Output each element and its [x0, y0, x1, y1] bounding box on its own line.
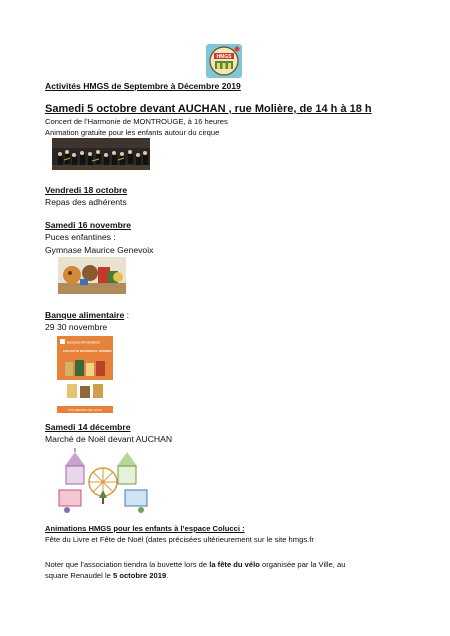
event4-line1: 29 30 novembre [45, 322, 108, 332]
food-bank-poster [57, 336, 113, 416]
event3-line2: Gymnase Maurice Genevoix [45, 245, 154, 255]
event1-line2: Animation gratuite pour les enfants autour du cirque [45, 128, 220, 137]
event5-heading: Samedi 14 décembre [45, 422, 131, 432]
event5-line1: Marché de Noël devant AUCHAN [45, 434, 173, 444]
event2-heading: Vendredi 18 octobre [45, 185, 128, 195]
christmas-market-illustration [55, 446, 153, 514]
footer-heading: Animations HMGS pour les enfants à l’espace Colucci : [45, 524, 245, 533]
event4-heading-line [45, 310, 129, 321]
note-part-a: Noter que l’association tiendra la buvette lors de [45, 560, 210, 569]
note-part-e: 5 octobre 2019 [112, 571, 167, 580]
note-part-c: organisée par la Ville, au [259, 560, 346, 569]
event4-heading: Banque alimentaire [45, 310, 125, 320]
note-part-b: la fête du vélo [209, 560, 260, 569]
poster-footer: ON A BESOIN DE VOUS [68, 408, 102, 412]
event1-heading: Samedi 5 octobre devant AUCHAN , rue Molière, de 14 h à 18 h [45, 103, 372, 115]
event2-line1: Repas des adhérents [45, 197, 127, 207]
event3-heading: Samedi 16 novembre [45, 220, 131, 230]
event3-line1: Puces enfantines : [45, 232, 116, 242]
note-part-d: square Renaudel le [45, 571, 113, 580]
orchestra-photo [52, 138, 150, 170]
poster-brand: Banques Alimentaires [67, 340, 100, 345]
hmgs-logo [206, 44, 242, 78]
footer-note-line2 [45, 571, 168, 581]
page-title: Activités HMGS de Septembre à Décembre 2019 [45, 81, 241, 91]
note-part-f: . [166, 571, 169, 580]
event4-heading-suffix: : [124, 310, 130, 320]
toys-photo [58, 257, 126, 294]
footer-note-line1 [45, 560, 345, 570]
event1-line1: Concert de l’Harmonie de MONTROUGE, à 16 heures [45, 117, 228, 126]
logo-text: HMGS [216, 54, 232, 60]
poster-title: COLLECTE NATIONALE, DONNEZ. [63, 349, 113, 353]
footer-line1: Fête du Livre et Fête de Noël (dates précisées ultérieurement sur le site hmgs.fr [45, 535, 314, 544]
